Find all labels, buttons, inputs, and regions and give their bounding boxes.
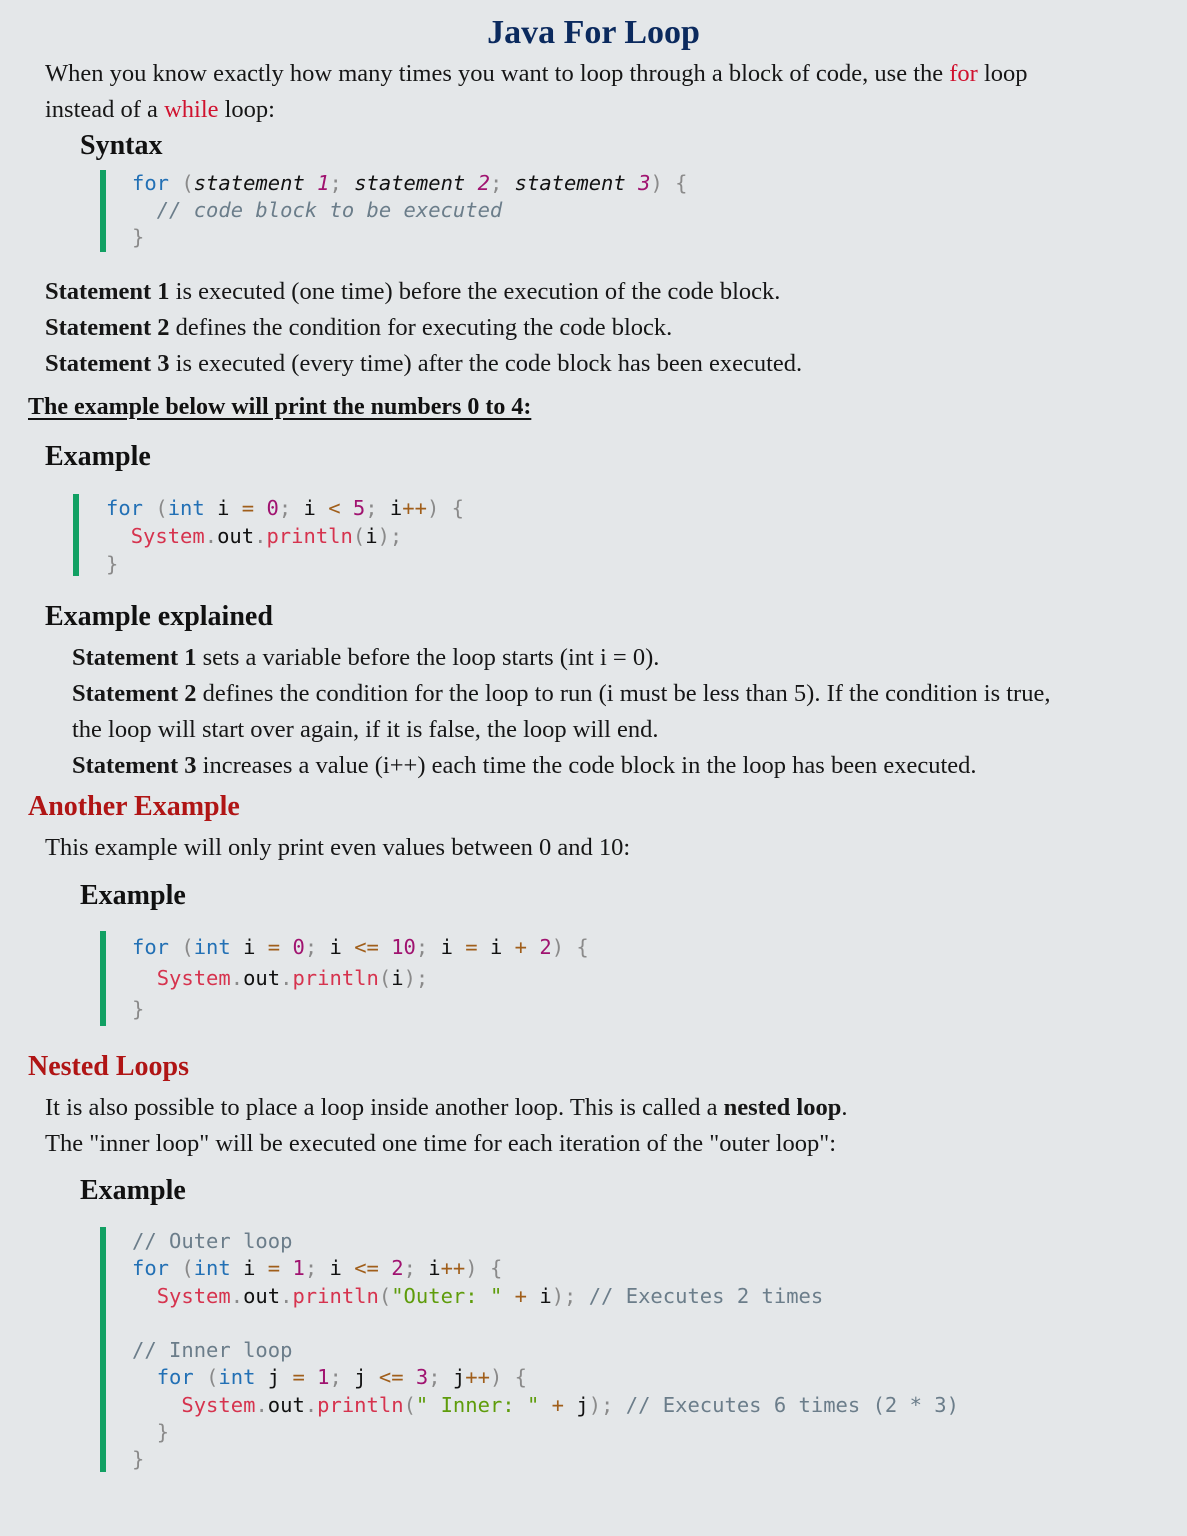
nested-line (45, 1090, 1155, 1126)
code-token: System (156, 966, 231, 990)
example1-code-block: for (int i = 0; i < 5; i++) { System.out.println(i); } (106, 496, 464, 576)
code-token: 3 (638, 171, 651, 195)
statement-label: Statement 1 (72, 644, 197, 671)
while-keyword: while (164, 96, 219, 123)
example3-code-block: // Outer loop for (int i = 1; i <= 2; i++) { System.out.println("Outer: " + i); // Executes 2 times // Inner loop for (int j = 1; j <= 3; j++) { System.out.println(" Inner: " + j); // Executes 6 times (2 * 3) } } (132, 1229, 959, 1472)
statement-label: Statement 3 (72, 752, 197, 779)
statement-text: is executed (every time) after the code block has been executed. (169, 350, 803, 377)
example-intro: The example below will print the numbers 0 to 4: (28, 394, 532, 420)
example-heading: Example (45, 441, 151, 472)
code-token: i (389, 496, 403, 520)
code-accent-bar (73, 494, 79, 576)
statements-list (45, 274, 1155, 382)
explained-list (72, 640, 1172, 784)
statement-text: the loop will start over again, if it is false, the loop will end. (72, 716, 659, 743)
code-string: "Outer: " (391, 1283, 503, 1308)
code-comment: // code block to be executed (156, 198, 503, 222)
code-comment: // Executes 6 times (2 * 3) (625, 1392, 959, 1417)
intro-text-loop: loop (977, 60, 1028, 87)
explained-line (72, 640, 1172, 676)
code-token: println (266, 524, 353, 548)
code-accent-bar (100, 1227, 106, 1472)
for-keyword: for (949, 60, 978, 87)
another-example-text: This example will only print even values between 0 and 10: (45, 834, 631, 861)
statement-label: Statement 1 (45, 278, 170, 305)
example-heading: Example (80, 1175, 186, 1206)
code-token: i (365, 524, 378, 548)
code-keyword: int (193, 935, 231, 959)
nested-loop-term: nested loop (723, 1094, 842, 1121)
statement-text: defines the condition for the loop to run (i must be less than 5). If the condition is true, (196, 680, 1051, 707)
example2-code-block: for (int i = 0; i <= 10; i = i + 2) { System.out.println(i); } (132, 935, 589, 1021)
explained-line (72, 748, 1172, 784)
code-token: statement (193, 171, 305, 195)
nested-text: . (841, 1094, 848, 1121)
code-accent-bar (100, 931, 106, 1026)
code-token: 1 (317, 171, 330, 195)
nested-loops-heading: Nested Loops (28, 1051, 190, 1082)
code-token: out (217, 524, 255, 548)
code-keyword: for (132, 935, 170, 959)
statement-line (45, 310, 1155, 346)
statement-text: sets a variable before the loop starts (int i = 0). (196, 644, 660, 671)
syntax-code-block: for (statement 1; statement 2; statement 3) { // code block to be executed } (132, 171, 688, 249)
code-number: 2 (539, 935, 552, 959)
nested-loops-text (45, 1090, 1155, 1162)
code-keyword: for (106, 496, 144, 520)
explained-line (72, 676, 1172, 712)
statement-label: Statement 2 (72, 680, 197, 707)
explained-heading: Example explained (45, 601, 273, 632)
another-example-heading: Another Example (28, 791, 240, 822)
code-number: 0 (266, 496, 279, 520)
nested-text: It is also possible to place a loop inside another loop. This is called a (45, 1094, 724, 1121)
code-token: out (243, 966, 281, 990)
nested-line (45, 1126, 1155, 1162)
nested-text: The "inner loop" will be executed one time for each iteration of the "outer loop": (45, 1130, 837, 1157)
statement-line (45, 346, 1155, 382)
intro-paragraph (45, 56, 1155, 128)
code-comment: // Executes 2 times (588, 1283, 824, 1308)
code-token: statement (514, 171, 626, 195)
example-heading: Example (80, 880, 186, 911)
statement-text: defines the condition for executing the code block. (169, 314, 673, 341)
statement-text: is executed (one time) before the execution of the code block. (169, 278, 781, 305)
code-comment: // Outer loop (132, 1229, 293, 1253)
code-accent-bar (100, 170, 106, 252)
statement-line (45, 274, 1155, 310)
code-token: System (130, 524, 205, 548)
code-token: 2 (477, 171, 490, 195)
statement-label: Statement 2 (45, 314, 170, 341)
code-keyword: int (167, 496, 205, 520)
syntax-heading: Syntax (80, 130, 163, 161)
code-token: i (217, 496, 230, 520)
statement-label: Statement 3 (45, 350, 170, 377)
code-comment: // Inner loop (132, 1338, 293, 1363)
intro-text-instead: instead of a (45, 96, 165, 123)
intro-text-end: loop: (218, 96, 275, 123)
page-title: Java For Loop (487, 14, 700, 51)
code-token: statement (354, 171, 466, 195)
code-token: println (292, 966, 379, 990)
code-string: " Inner: " (415, 1392, 540, 1417)
intro-text: When you know exactly how many times you want to loop through a block of code, use the (45, 60, 950, 87)
code-keyword: for (132, 171, 170, 195)
code-number: 10 (391, 935, 416, 959)
explained-line (72, 712, 1172, 748)
statement-text: increases a value (i++) each time the code block in the loop has been executed. (196, 752, 977, 779)
code-number: 5 (352, 496, 366, 520)
